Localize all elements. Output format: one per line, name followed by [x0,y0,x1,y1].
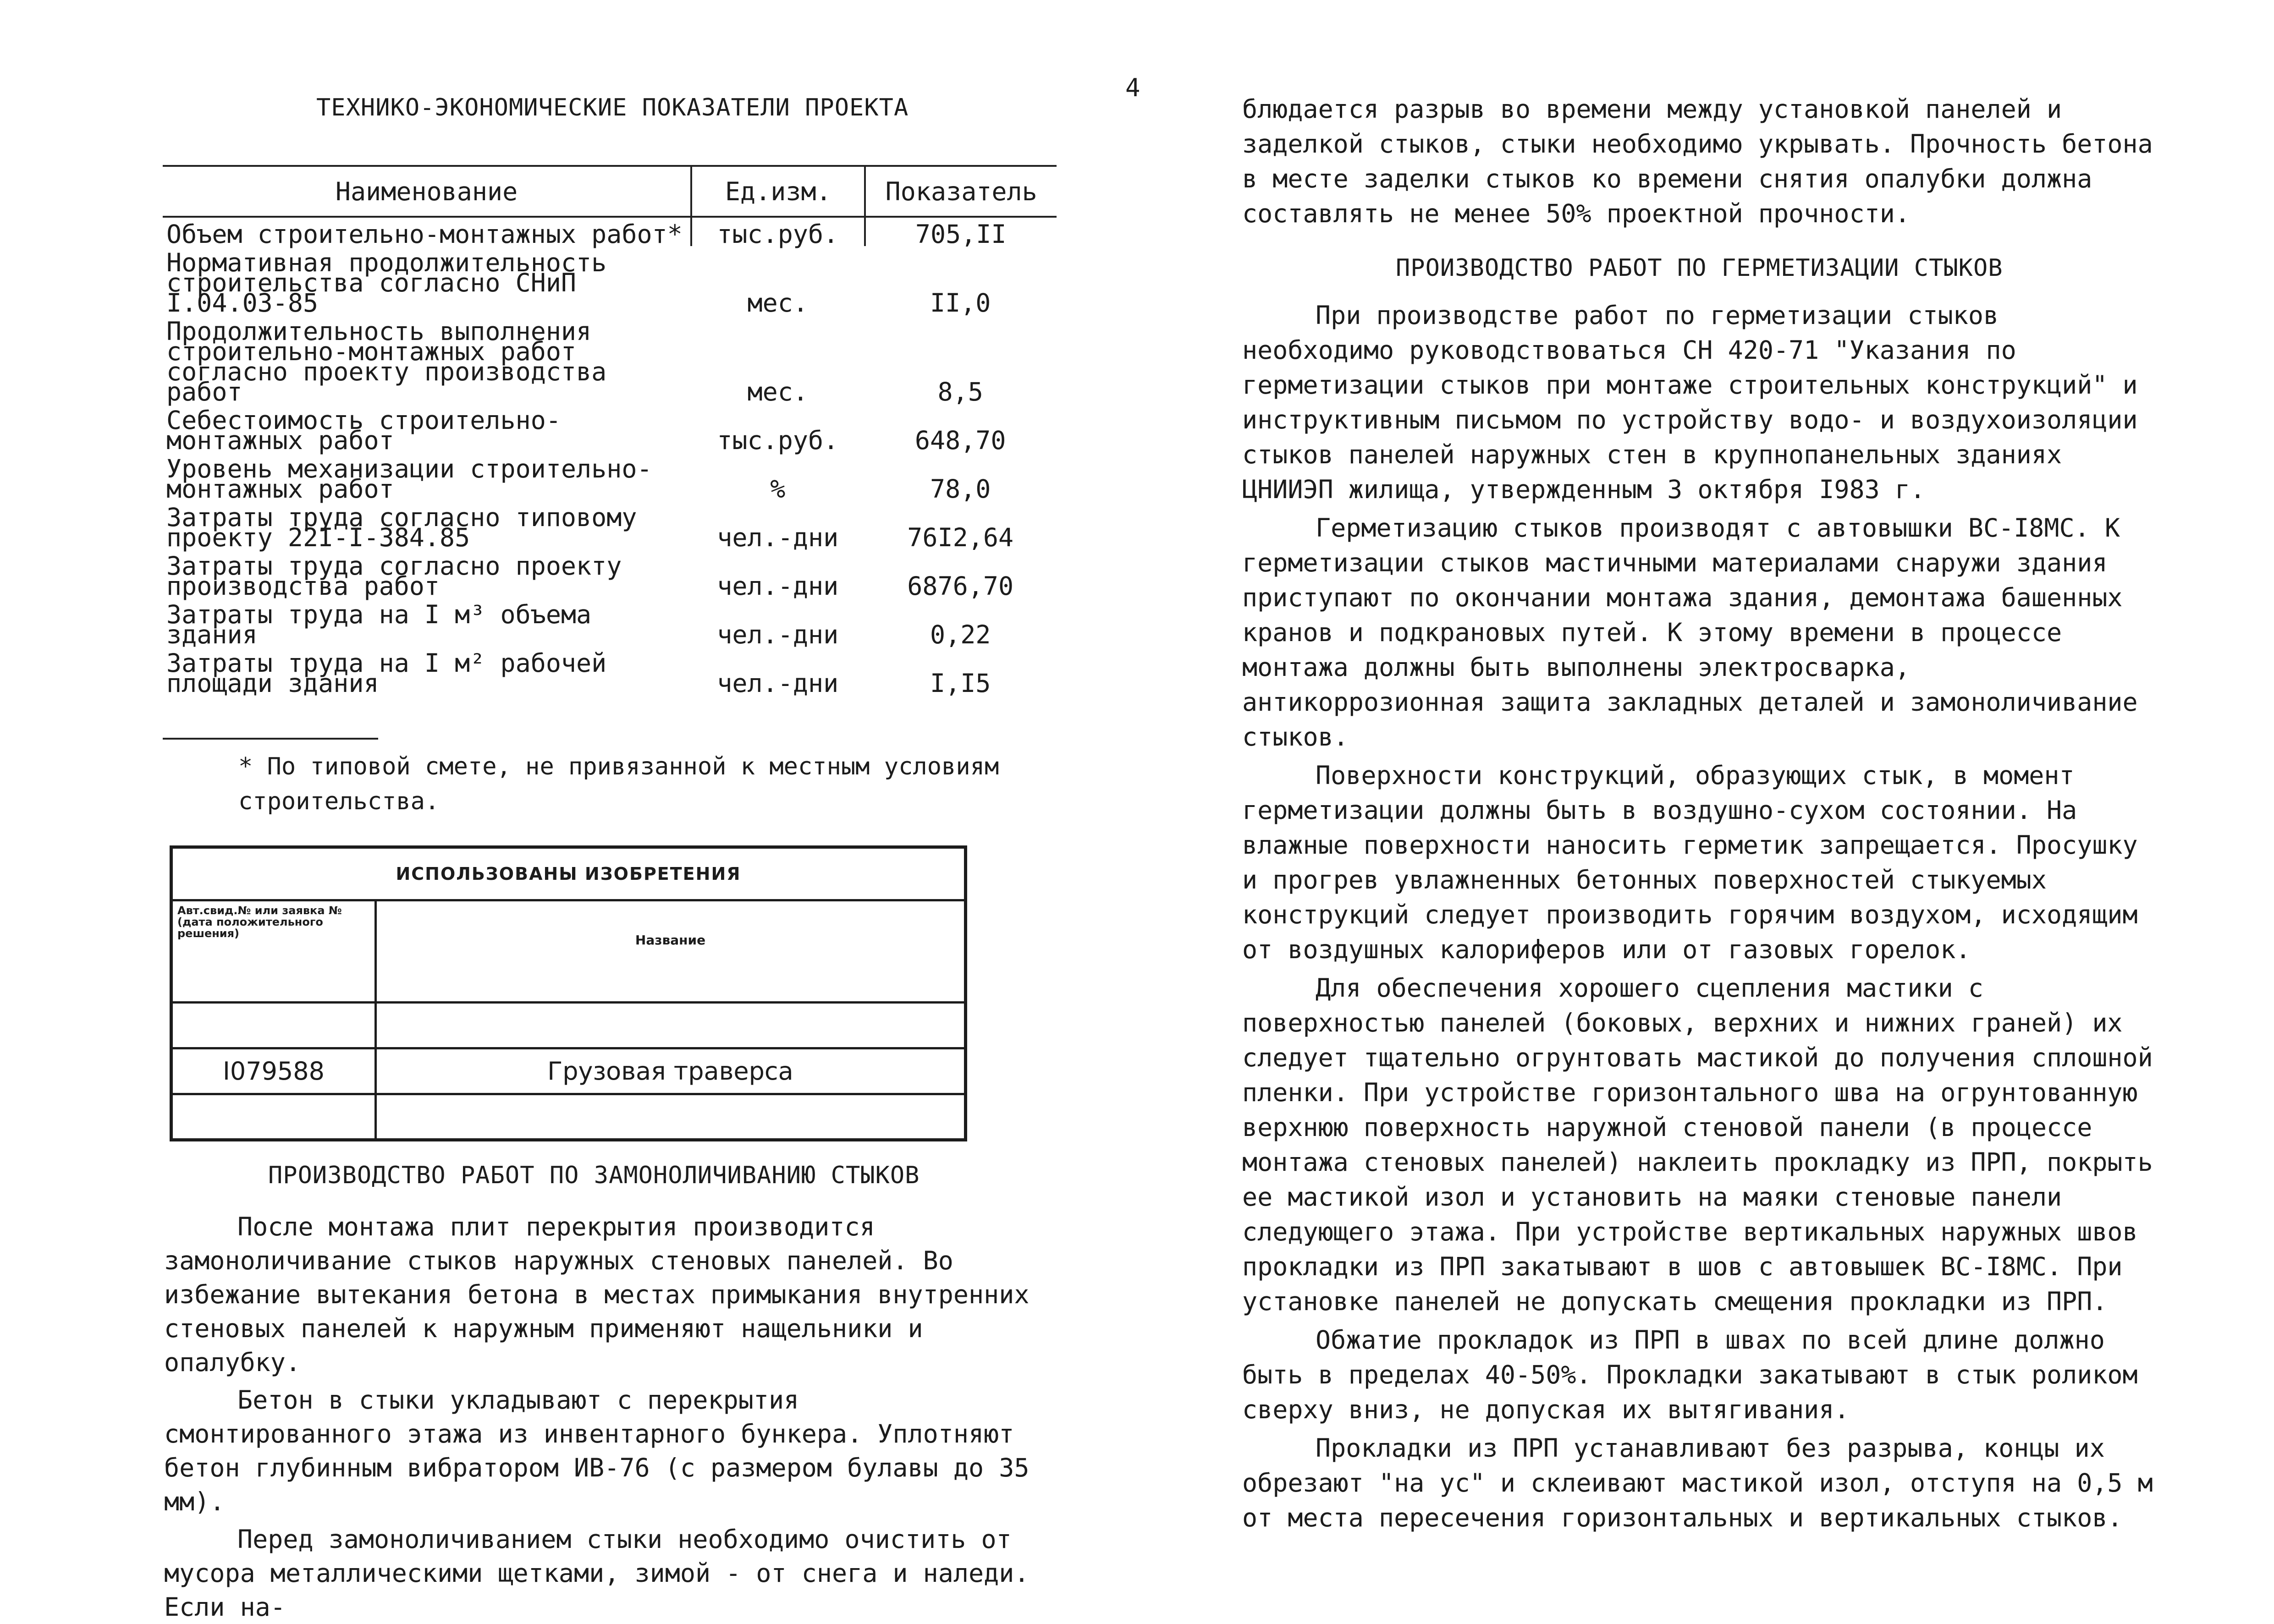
row-name: Затраты труда на I м² рабочей площади здания [166,648,607,698]
row-value: 705,II [865,217,1057,246]
invention-name: Грузовая траверса [376,1048,966,1094]
table-row [163,217,1057,246]
row-unit: мес. [747,377,808,406]
footnote [170,749,1041,819]
row-value: 78,0 [930,474,991,504]
invention-name [376,1094,966,1140]
row-value: I,I5 [930,669,991,698]
row-unit: чел.-дни [717,523,839,552]
table-row [163,647,1057,695]
row-unit: чел.-дни [717,571,839,601]
invention-number [171,1094,376,1140]
table-row [163,549,1057,598]
row-unit: % [770,474,786,504]
row-name: Затраты труда согласно проекту производства работ [166,551,622,601]
right-continuation-text [1242,92,2159,231]
paragraph: Бетон в стыки укладывают с перекрытия смонтированного этажа из инвентарного бункера. Уплотняют бетон глубинным вибратором ИВ-76 (с размером булавы до 35 мм). [164,1385,1030,1516]
inventions-col-name: Название [376,900,966,1003]
row-value: 6876,70 [907,571,1014,601]
row-unit: мес. [747,288,808,318]
indicators-table [163,165,1057,698]
table-row [171,1003,966,1048]
table-row [163,598,1057,647]
row-unit: чел.-дни [717,620,839,649]
row-value: 8,5 [937,377,983,406]
section-title-germetizatsiya: ПРОИЗВОДСТВО РАБОТ ПО ГЕРМЕТИЗАЦИИ СТЫКОВ [1396,254,2003,282]
row-name: Объем строительно-монтажных работ* [166,219,683,249]
inventions-table [170,845,967,1141]
row-name: Затраты труда на I м³ объема здания [166,600,592,649]
header-value: Показатель [865,166,1057,217]
header-unit: Ед.изм. [691,166,865,217]
page-number: 4 [1125,73,1140,102]
right-body-text [1242,298,2159,1535]
paragraph: После монтажа плит перекрытия производится замоноличивание стыков наружных стеновых панелей. Во избежание вытекания бетона в местах примыкания внутренних стеновых панелей к наружным применяют нащельники и опалубку. [164,1212,1030,1377]
row-name: Затраты труда согласно типовому проекту 22I-I-384.85 [166,503,637,552]
invention-name [376,1003,966,1048]
footnote-text: * По типовой смете, не привязанной к местным условиям строительства. [238,753,999,815]
row-name: Продолжительность выполнения строительно-монтажных работ согласно проекту производства работ [166,317,607,406]
row-value: II,0 [930,288,991,318]
paragraph: Для обеспечения хорошего сцепления мастики с поверхностью панелей (боковых, верхних и нижних граней) их следует тщательно огрунтовать мастикой до получения сплошной пленки. При устройстве горизонтального шва на огрунтованную верхнюю поверхность наружной стеновой панели (в процессе монтажа стеновых панелей) наклеить прокладку из ПРП, покрыть ее мастикой изол и установить на маяки стеновые панели следующего этажа. При устройстве вертикальных наружных швов прокладки из ПРП закатывают в шов с автовышек ВС-I8МС. При установке панелей не допускать смещения прокладки из ПРП. [1242,973,2153,1316]
row-unit: тыс.руб. [691,217,865,246]
footnote-divider [163,738,378,740]
table-row [171,1048,966,1094]
row-value: 76I2,64 [907,523,1014,552]
table-row [171,1094,966,1140]
paragraph: При производстве работ по герметизации стыков необходимо руководствоваться СН 420-71 "Указания по герметизации стыков при монтаже строительных конструкций" и инструктивным письмом по устройству водо- и воздухоизоляции стыков панелей наружных стен в крупнопанельных зданиях ЦНИИЭП жилища, утвержденным 3 октября I983 г. [1242,301,2138,504]
invention-number: I079588 [171,1048,376,1094]
row-value: 0,22 [930,620,991,649]
invention-number [171,1003,376,1048]
table-row [163,315,1057,404]
row-name: Себестоимость строительно-монтажных работ [166,406,561,455]
paragraph: Поверхности конструкций, образующих стык, в момент герметизации должны быть в воздушно-сухом состоянии. На влажные поверхности наносить герметик запрещается. Просушку и прогрев увлажненных бетонных поверхностей стыкуемых конструкций следует производить горячим воздухом, исходящим от воздушных калориферов или от газовых горелок. [1242,761,2138,964]
row-name: Нормативная продолжительность строительства согласно СНиП I.04.03-85 [166,248,607,318]
paragraph: Перед замоноличиванием стыки необходимо очистить от мусора металлическими щетками, зимой - от снега и наледи. Если на- [164,1525,1030,1622]
paragraph: блюдается разрыв во времени между установкой панелей и заделкой стыков, стыки необходимо укрывать. Прочность бетона в месте заделки стыков ко времени снятия опалубки должна составлять не менее 50% проектной прочности. [1242,94,2153,228]
tep-title: ТЕХНИКО-ЭКОНОМИЧЕСКИЕ ПОКАЗАТЕЛИ ПРОЕКТА [316,94,909,121]
inventions-col-number: Авт.свид.№ или заявка № (дата положительного решения) [171,900,376,1003]
paragraph: Прокладки из ПРП устанавливают без разрыва, концы их обрезают "на ус" и склеивают мастикой изол, отступя на 0,5 м от места пересечения горизонтальных и вертикальных стыков. [1242,1433,2153,1532]
row-name: Уровень механизации строительно-монтажных работ [166,454,652,504]
row-value: 648,70 [914,426,1006,455]
inventions-header: ИСПОЛЬЗОВАНЫ ИЗОБРЕТЕНИЯ [171,847,966,900]
paragraph: Обжатие прокладок из ПРП в швах по всей длине должно быть в пределах 40-50%. Прокладки закатывают в стык роликом сверху вниз, не допуская их вытягивания. [1242,1325,2138,1424]
row-unit: чел.-дни [717,669,839,698]
table-row [163,452,1057,501]
section-title-zamonolichivanie: ПРОИЗВОДСТВО РАБОТ ПО ЗАМОНОЛИЧИВАНИЮ СТЫКОВ [268,1162,920,1189]
table-row [163,501,1057,549]
left-body-text [164,1210,1035,1624]
row-unit: тыс.руб. [717,426,839,455]
table-header-row [163,166,1057,217]
header-name: Наименование [335,176,518,206]
table-row [163,404,1057,452]
table-row [163,246,1057,315]
paragraph: Герметизацию стыков производят с автовышки ВС-I8МС. К герметизации стыков мастичными материалами снаружи здания приступают по окончании монтажа здания, демонтажа башенных кранов и подкрановых путей. К этому времени в процессе монтажа должны быть выполнены электросварка, антикоррозионная защита закладных деталей и замоноличивание стыков. [1242,513,2138,752]
